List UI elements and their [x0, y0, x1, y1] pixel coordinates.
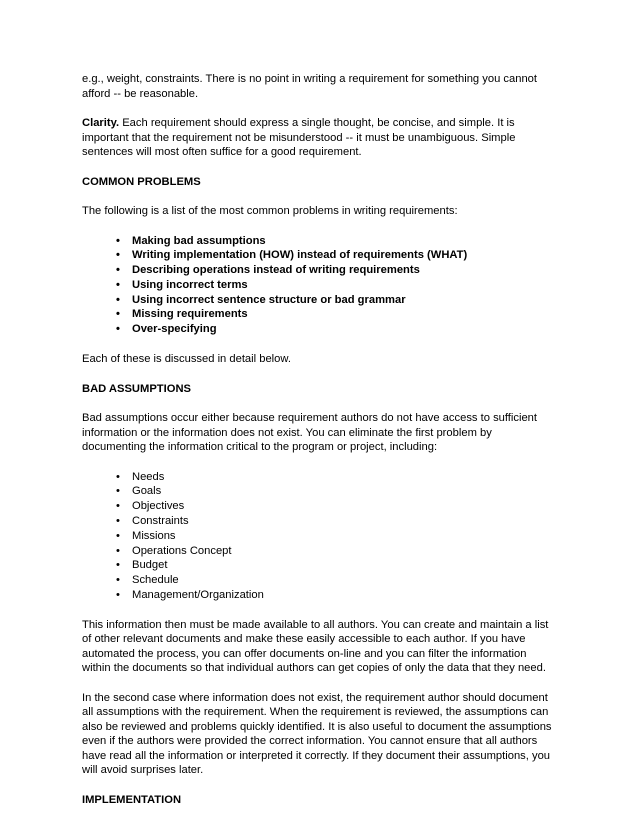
list-item-text: Writing implementation (HOW) instead of requirements (WHAT) — [132, 249, 468, 262]
bad-assumptions-paragraph: Bad assumptions occur either because requirement authors do not have access to sufficient information or the information does not exist. You can eliminate the first problem by documenting the information critical to the program or project, including: — [82, 412, 538, 454]
heading-implementation: IMPLEMENTATION — [82, 793, 182, 806]
information-list — [82, 470, 552, 603]
each-discussed-paragraph: Each of these is discussed in detail below. — [82, 353, 291, 366]
clarity-paragraph — [82, 116, 552, 160]
list-item-text: Management/Organization — [132, 588, 264, 601]
list-item-text: Budget — [132, 559, 168, 572]
list-item-text: Constraints — [132, 514, 189, 527]
list-item — [82, 558, 552, 573]
bullet-icon: • — [116, 308, 120, 321]
list-item-text: Needs — [132, 470, 165, 483]
list-item-text: Schedule — [132, 574, 179, 587]
list-item — [82, 484, 552, 499]
list-item-text: Objectives — [132, 500, 185, 513]
second-case-paragraph: In the second case where information does not exist, the requirement author should document all assumptions with the requirement. When the requirement is reviewed, the assumptions can also be reviewed and problems quickly identified. It is also useful to document the assumptions even if the authors were provided the correct information. You cannot ensure that all authors have read all the information or interpreted it correctly. If they document their assumptions, you will avoid surprises later. — [82, 691, 552, 777]
list-item-text: Using incorrect terms — [132, 278, 248, 291]
information-available-paragraph: This information then must be made available to all authors. You can create and maintain a list of other relevant documents and make these easily accessible to each author. If you have automated the process, you can offer documents on-line and you can filter the information within the documents so that individual authors can get copies of only the data that they need. — [82, 618, 549, 675]
list-item — [82, 234, 552, 249]
heading-bad-assumptions: BAD ASSUMPTIONS — [82, 382, 191, 395]
list-item-text: Describing operations instead of writing requirements — [132, 264, 420, 277]
bullet-icon: • — [116, 249, 120, 262]
intro-paragraph: e.g., weight, constraints. There is no point in writing a requirement for something you cannot afford -- be reasonable. — [82, 73, 537, 100]
bullet-icon: • — [116, 500, 120, 513]
list-item — [82, 544, 552, 559]
bullet-icon: • — [116, 588, 120, 601]
list-item-text: Using incorrect sentence structure or bad grammar — [132, 293, 406, 306]
heading-common-problems: COMMON PROBLEMS — [82, 175, 201, 188]
bullet-icon: • — [116, 485, 120, 498]
clarity-text: Each requirement should express a single thought, be concise, and simple. It is important that the requirement not be misunderstood -- it must be unambiguous. Simple sentences will most often suffice for a good requirement. — [82, 117, 516, 158]
list-item-text: Missing requirements — [132, 308, 248, 321]
list-item-text: Missions — [132, 529, 176, 542]
common-problems-intro: The following is a list of the most common problems in writing requirements: — [82, 205, 458, 217]
document-body — [82, 72, 552, 822]
bullet-icon: • — [116, 559, 120, 572]
list-item — [82, 514, 552, 529]
list-item-text: Over-specifying — [132, 323, 217, 336]
list-item — [82, 529, 552, 544]
list-item — [82, 573, 552, 588]
list-item — [82, 499, 552, 514]
list-item — [82, 470, 552, 485]
list-item-text: Goals — [132, 485, 162, 498]
clarity-label: Clarity. — [82, 117, 120, 129]
bullet-icon: • — [116, 529, 120, 542]
list-item — [82, 278, 552, 293]
list-item — [82, 307, 552, 322]
problems-list — [82, 234, 552, 338]
list-item — [82, 263, 552, 278]
list-item — [82, 588, 552, 603]
bullet-icon: • — [116, 514, 120, 527]
bullet-icon: • — [116, 264, 120, 277]
list-item — [82, 248, 552, 263]
bullet-icon: • — [116, 323, 120, 336]
list-item-text: Making bad assumptions — [132, 234, 266, 247]
list-item — [82, 322, 552, 337]
list-item-text: Operations Concept — [132, 544, 232, 557]
bullet-icon: • — [116, 234, 120, 247]
bullet-icon: • — [116, 544, 120, 557]
bullet-icon: • — [116, 293, 120, 306]
bullet-icon: • — [116, 470, 120, 483]
bullet-icon: • — [116, 574, 120, 587]
bullet-icon: • — [116, 278, 120, 291]
list-item — [82, 293, 552, 308]
